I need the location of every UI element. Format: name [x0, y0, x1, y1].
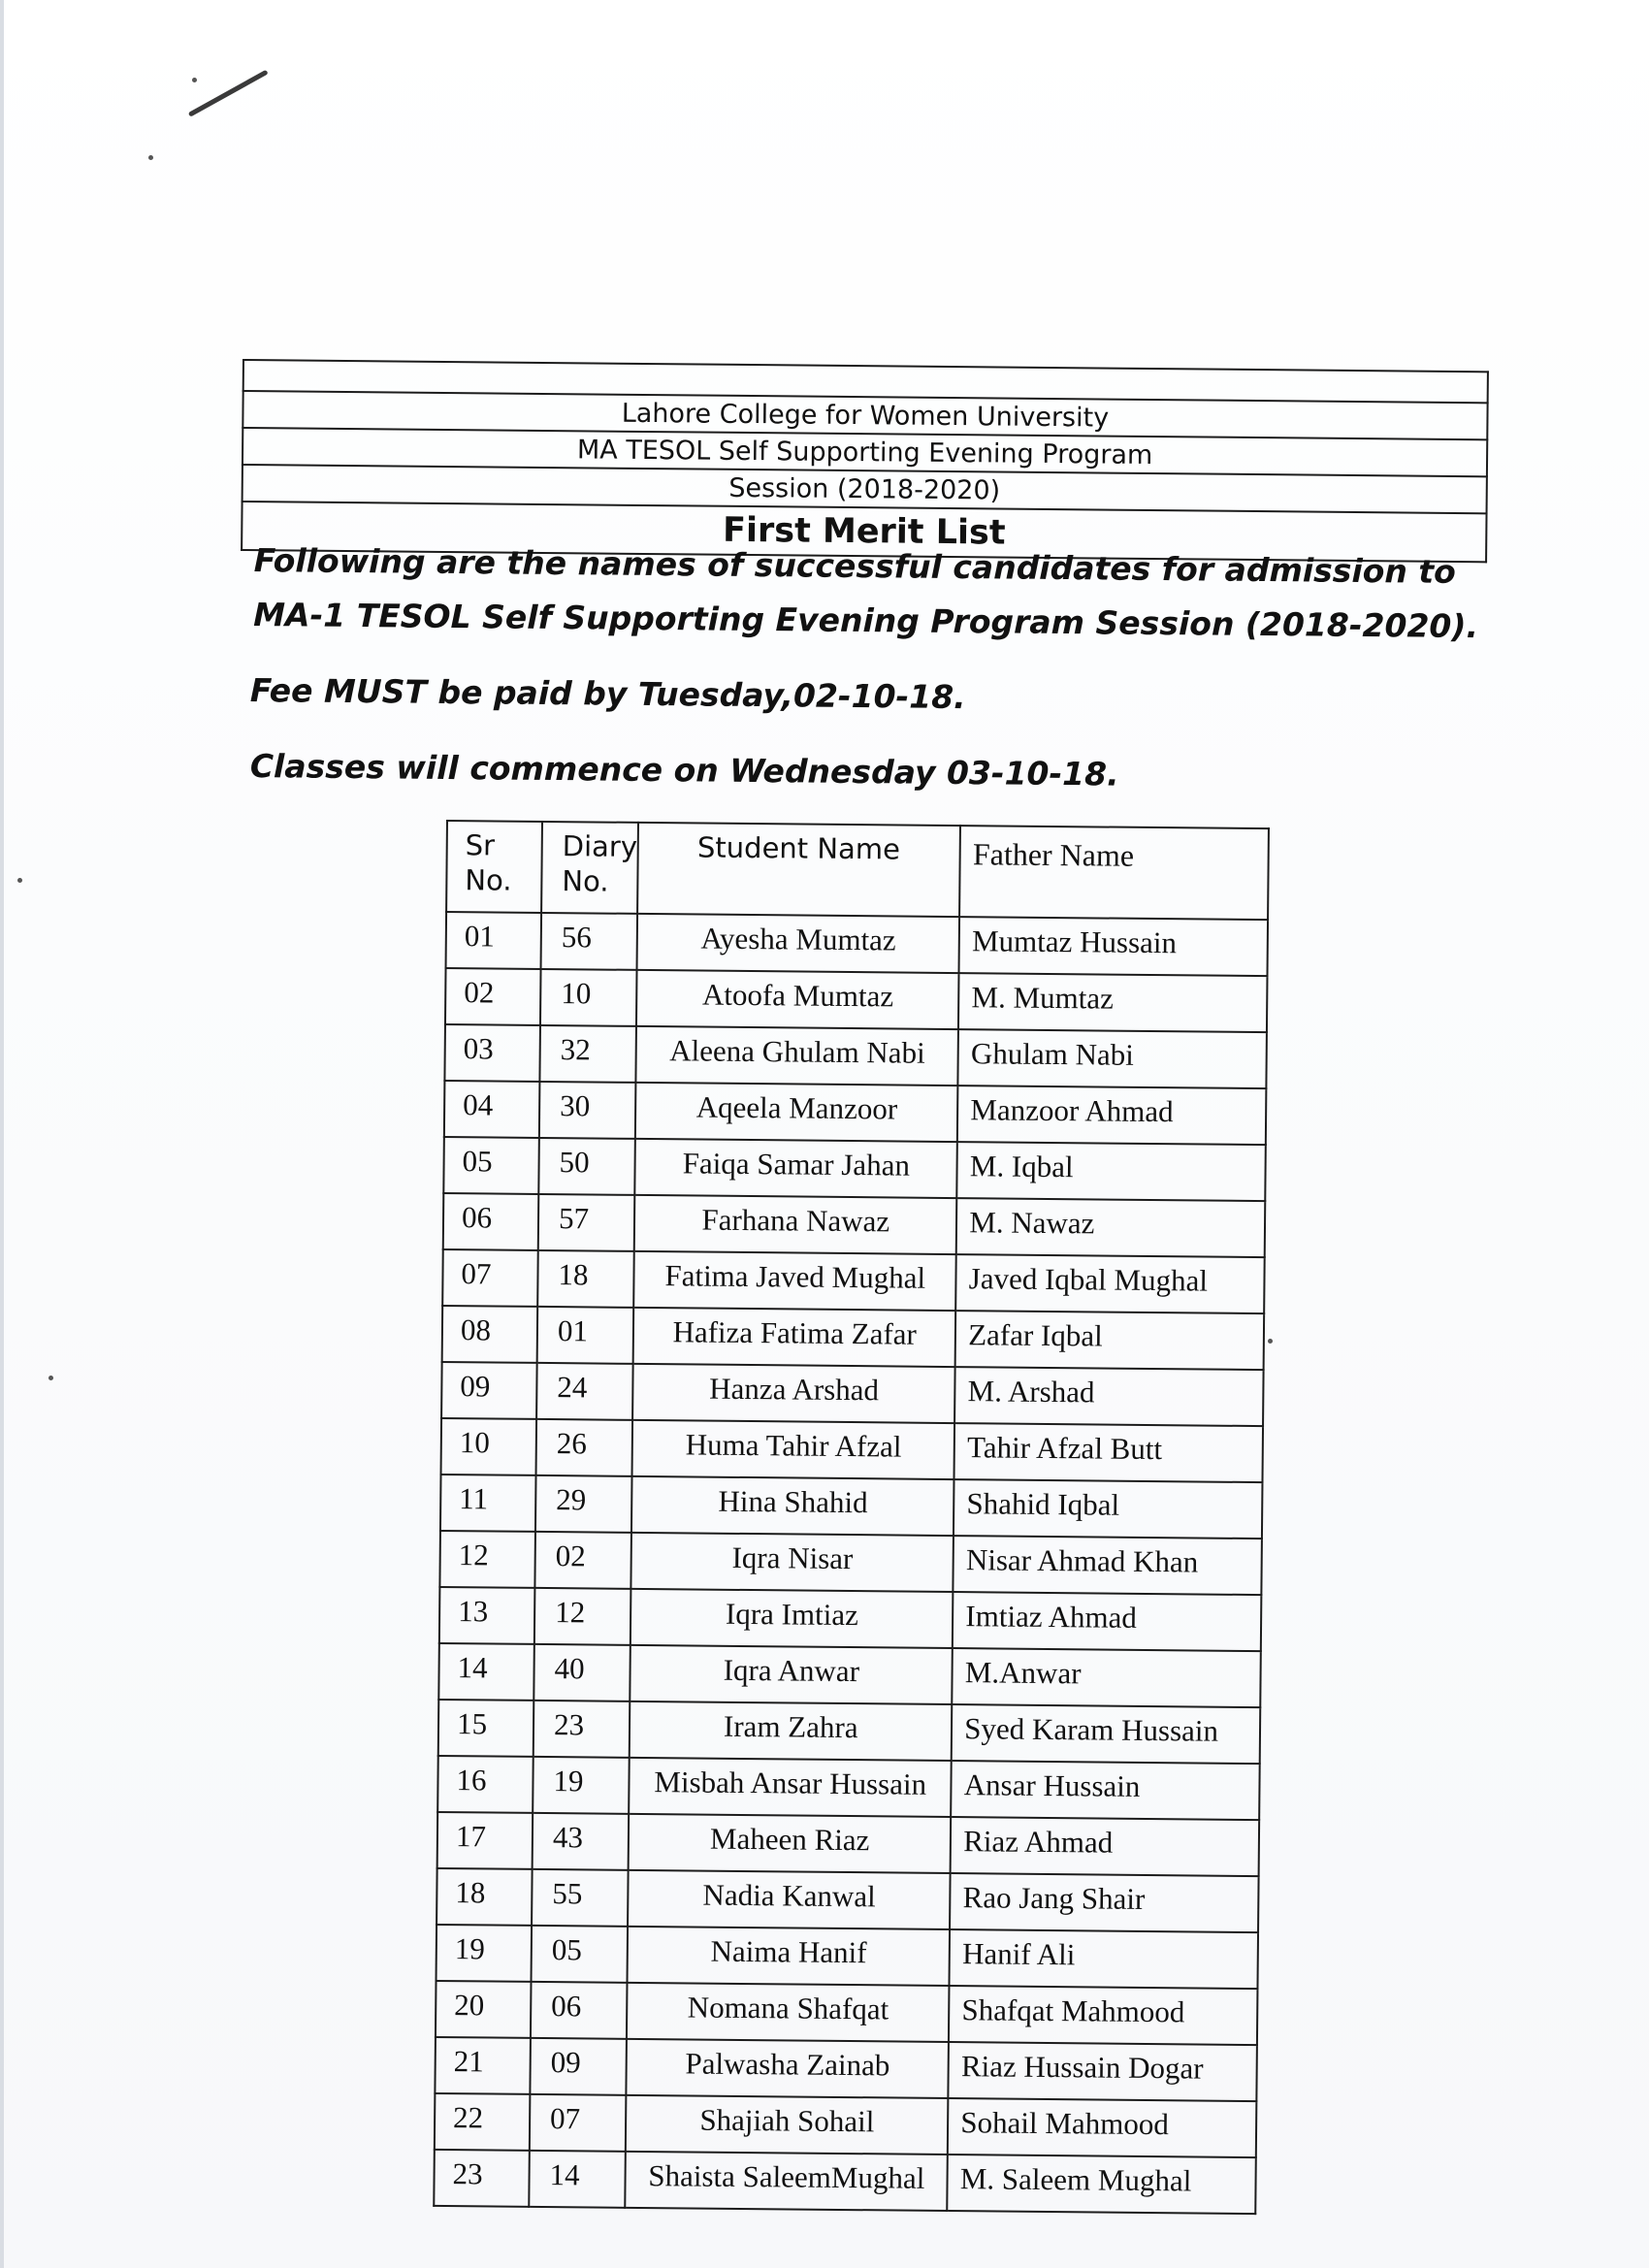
- father-name-cell: M. Saleem Mughal: [948, 2155, 1257, 2214]
- father-name-cell: Zafar Iqbal: [955, 1311, 1265, 1370]
- table-row: [444, 1024, 1267, 1088]
- table-row: [446, 912, 1269, 976]
- table-row: [436, 1868, 1259, 1932]
- student-name-cell: Palwasha Zainab: [627, 2039, 950, 2098]
- diary-cell: 57: [538, 1194, 635, 1251]
- sr-cell: 12: [439, 1531, 535, 1588]
- sr-cell: 22: [435, 2093, 531, 2151]
- father-name-cell: Riaz Ahmad: [951, 1817, 1260, 1876]
- father-name-cell: Sohail Mahmood: [948, 2098, 1257, 2157]
- speck: [1268, 1339, 1273, 1344]
- father-name-cell: Mumtaz Hussain: [959, 917, 1269, 976]
- intro-text: Following are the names of successful candidates for admission to MA-1 TESOL Self Supporting Evening Program Session (2018-2020).: [253, 540, 1479, 646]
- student-name-cell: Fatima Javed Mughal: [633, 1251, 956, 1311]
- sr-cell: 20: [436, 1981, 532, 2038]
- table-row: [435, 2093, 1257, 2157]
- header-table: [241, 359, 1489, 563]
- table-row: [434, 2150, 1256, 2214]
- table-row: [436, 1925, 1259, 1989]
- diary-cell: 32: [539, 1025, 636, 1083]
- student-name-cell: Aleena Ghulam Nabi: [636, 1026, 959, 1085]
- student-name-cell: Hafiza Fatima Zafar: [633, 1308, 956, 1367]
- merit-list-table: [433, 820, 1270, 2215]
- sr-cell: 16: [437, 1756, 534, 1813]
- father-name-cell: M. Nawaz: [956, 1198, 1266, 1257]
- table-row: [437, 1812, 1260, 1876]
- diary-cell: 50: [538, 1138, 635, 1195]
- father-name-cell: M. Arshad: [954, 1367, 1264, 1426]
- student-name-cell: Shajiah Sohail: [626, 2095, 949, 2155]
- table-row: [438, 1643, 1261, 1707]
- student-name-cell: Maheen Riaz: [629, 1814, 952, 1873]
- student-name-cell: Nadia Kanwal: [628, 1870, 951, 1929]
- student-name-cell: Iqra Nisar: [631, 1533, 954, 1592]
- university-name: Lahore College for Women University: [242, 391, 1487, 439]
- header-sr-no: Sr No.: [446, 821, 542, 913]
- father-name-cell: Shahid Iqbal: [954, 1479, 1263, 1539]
- diary-cell: 30: [539, 1082, 636, 1139]
- father-name-cell: Shafqat Mahmood: [949, 1986, 1258, 2045]
- header-diary-no: Diary No.: [541, 822, 638, 914]
- sr-cell: 17: [437, 1812, 534, 1869]
- father-name-cell: Nisar Ahmad Khan: [954, 1536, 1263, 1595]
- sr-cell: 23: [434, 2150, 530, 2207]
- father-name-cell: Imtiaz Ahmad: [953, 1592, 1262, 1651]
- student-name-cell: Misbah Ansar Hussain: [629, 1758, 952, 1817]
- merit-list-body: [434, 912, 1268, 2214]
- father-name-cell: Tahir Afzal Butt: [954, 1423, 1264, 1482]
- diary-cell: 05: [532, 1926, 629, 1983]
- student-name-cell: Aqeela Manzoor: [635, 1083, 958, 1142]
- sr-cell: 21: [435, 2037, 531, 2094]
- diary-cell: 07: [530, 2094, 627, 2152]
- diary-cell: 12: [534, 1588, 631, 1645]
- diary-cell: 24: [536, 1363, 633, 1420]
- diary-cell: 10: [540, 969, 637, 1026]
- student-name-cell: Farhana Nawaz: [634, 1195, 957, 1254]
- speck: [148, 155, 153, 160]
- student-name-cell: Atoofa Mumtaz: [636, 970, 959, 1029]
- speck: [17, 878, 22, 883]
- student-name-cell: Huma Tahir Afzal: [632, 1420, 955, 1479]
- session-label: Session (2018-2020): [242, 465, 1487, 513]
- table-row: [442, 1249, 1265, 1313]
- table-row: [441, 1418, 1264, 1482]
- table-row: [443, 1193, 1266, 1257]
- sr-cell: 09: [441, 1362, 537, 1419]
- father-name-cell: Manzoor Ahmad: [957, 1085, 1267, 1145]
- sr-cell: 08: [442, 1306, 538, 1363]
- diary-cell: 19: [533, 1757, 630, 1814]
- speck: [192, 78, 197, 82]
- diary-cell: 09: [530, 2038, 627, 2095]
- diary-cell: 06: [531, 1982, 628, 2039]
- sr-cell: 03: [444, 1024, 540, 1082]
- table-row: [437, 1756, 1260, 1820]
- diary-cell: 55: [532, 1869, 629, 1927]
- sr-cell: 13: [439, 1587, 535, 1644]
- sr-cell: 18: [436, 1868, 533, 1926]
- table-row: [445, 968, 1268, 1032]
- father-name-cell: Syed Karam Hussain: [952, 1704, 1261, 1764]
- father-name-cell: Riaz Hussain Dogar: [949, 2042, 1258, 2101]
- sr-cell: 15: [438, 1700, 534, 1757]
- sr-cell: 14: [438, 1643, 534, 1701]
- diary-cell: 26: [536, 1419, 633, 1476]
- diary-cell: 01: [537, 1307, 634, 1364]
- diary-cell: 02: [534, 1532, 631, 1589]
- father-name-cell: Ansar Hussain: [951, 1761, 1260, 1820]
- father-name-cell: Ghulam Nabi: [958, 1029, 1268, 1088]
- student-name-cell: Hanza Arshad: [632, 1364, 955, 1423]
- father-name-cell: Rao Jang Shair: [950, 1873, 1259, 1932]
- diary-cell: 40: [534, 1644, 630, 1701]
- student-name-cell: Hina Shahid: [631, 1476, 954, 1536]
- speck: [48, 1376, 53, 1380]
- father-name-cell: Javed Iqbal Mughal: [955, 1254, 1265, 1313]
- student-name-cell: Ayesha Mumtaz: [637, 914, 960, 973]
- diary-cell: 14: [529, 2151, 626, 2208]
- student-name-cell: Nomana Shafqat: [627, 1983, 950, 2042]
- sr-cell: 11: [440, 1474, 536, 1532]
- father-name-cell: Hanif Ali: [950, 1929, 1259, 1989]
- diary-cell: 23: [534, 1701, 630, 1758]
- table-row: [440, 1474, 1263, 1539]
- student-name-cell: Iqra Anwar: [630, 1645, 954, 1704]
- table-row: [444, 1081, 1267, 1145]
- sr-cell: 02: [445, 968, 541, 1025]
- student-name-cell: Shaista SaleemMughal: [626, 2152, 949, 2211]
- program-name: MA TESOL Self Supporting Evening Program: [242, 428, 1487, 476]
- sr-cell: 10: [441, 1418, 537, 1475]
- table-row: [439, 1531, 1262, 1595]
- father-name-cell: M. Iqbal: [957, 1142, 1267, 1201]
- table-row: [436, 1981, 1258, 2045]
- table-header-row: [446, 821, 1269, 920]
- student-name-cell: Iqra Imtiaz: [630, 1589, 954, 1648]
- classes-note: Classes will commence on Wednesday 03-10-18.: [249, 747, 1119, 794]
- student-name-cell: Iram Zahra: [630, 1701, 953, 1761]
- father-name-cell: M. Mumtaz: [958, 973, 1268, 1032]
- diary-cell: 43: [533, 1813, 630, 1870]
- sr-cell: 01: [446, 912, 542, 969]
- sr-cell: 04: [444, 1081, 540, 1138]
- father-name-cell: M.Anwar: [953, 1648, 1262, 1707]
- sr-cell: 19: [436, 1925, 533, 1982]
- table-row: [435, 2037, 1257, 2101]
- list-title: First Merit List: [242, 502, 1486, 562]
- sr-cell: 07: [442, 1249, 538, 1307]
- table-row: [438, 1700, 1261, 1764]
- header-student-name: Student Name: [637, 823, 960, 917]
- student-name-cell: Faiqa Samar Jahan: [635, 1139, 958, 1198]
- table-row: [443, 1137, 1266, 1201]
- diary-cell: 56: [541, 913, 638, 970]
- diary-cell: 29: [535, 1475, 632, 1533]
- table-row: [442, 1306, 1265, 1370]
- student-name-cell: Naima Hanif: [628, 1927, 951, 1986]
- fee-note: Fee MUST be paid by Tuesday,02-10-18.: [249, 671, 966, 717]
- sr-cell: 06: [443, 1193, 539, 1250]
- sr-cell: 05: [443, 1137, 539, 1194]
- page-edge: [0, 0, 4, 2268]
- table-row: [441, 1362, 1264, 1426]
- table-row: [439, 1587, 1262, 1651]
- diary-cell: 18: [537, 1250, 634, 1308]
- staple-mark: [188, 70, 269, 117]
- header-father-name: Father Name: [959, 826, 1269, 920]
